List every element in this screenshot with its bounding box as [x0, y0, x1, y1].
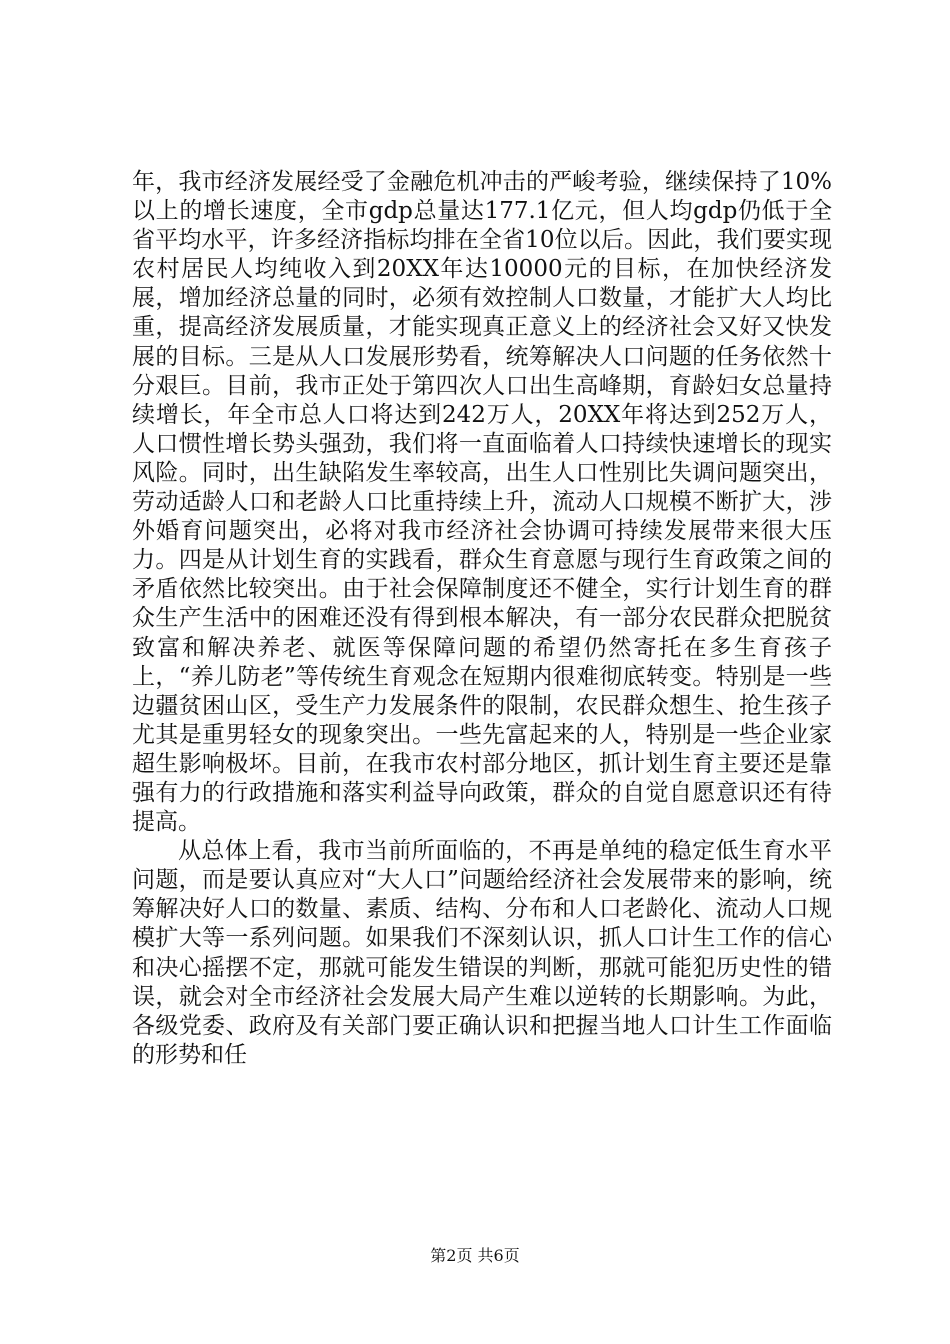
document-body [132, 168, 832, 1070]
page-number-label: 第2页 共6页 [430, 1246, 520, 1265]
page-footer [0, 1243, 950, 1266]
paragraph-1: 年，我市经济发展经受了金融危机冲击的严峻考验，继续保持了10%以上的增长速度，全市gdp总量达177.1亿元，但人均gdp仍低于全省平均水平，许多经济指标均排在全省10位以后。因此，我们要实现农村居民人均纯收入到20XX年达10000元的目标，在加快经济发展，增加经济总量的同时，必须有效控制人口数量，才能扩大人均比重，提高经济发展质量，才能实现真正意义上的经济社会又好又快发展的目标。三是从人口发展形势看，统筹解决人口问题的任务依然十分艰巨。目前，我市正处于第四次人口出生高峰期，育龄妇女总量持续增长，年全市总人口将达到242万人，20XX年将达到252万人，人口惯性增长势头强劲，我们将一直面临着人口持续快速增长的现实风险。同时，出生缺陷发生率较高，出生人口性别比失调问题突出，劳动适龄人口和老龄人口比重持续上升，流动人口规模不断扩大，涉外婚育问题突出，必将对我市经济社会协调可持续发展带来很大压力。四是从计划生育的实践看，群众生育意愿与现行生育政策之间的矛盾依然比较突出。由于社会保障制度还不健全，实行计划生育的群众生产生活中的困难还没有得到根本解决，有一部分农民群众把脱贫致富和解决养老、就医等保障问题的希望仍然寄托在多生育孩子上，“养儿防老”等传统生育观念在短期内很难彻底转变。特别是一些边疆贫困山区，受生产力发展条件的限制，农民群众想生、抢生孩子尤其是重男轻女的现象突出。一些先富起来的人，特别是一些企业家超生影响极坏。目前，在我市农村部分地区，抓计划生育主要还是靠强有力的行政措施和落实利益导向政策，群众的自觉自愿意识还有待提高。 [132, 169, 832, 836]
paragraph-2: 从总体上看，我市当前所面临的，不再是单纯的稳定低生育水平问题，而是要认真应对“大人口”问题给经济社会发展带来的影响，统筹解决好人口的数量、素质、结构、分布和人口老龄化、流动人口规模扩大等一系列问题。如果我们不深刻认识，抓人口计生工作的信心和决心摇摆不定，那就可能发生错误的判断，那就可能犯历史性的错误，就会对全市经济社会发展大局产生难以逆转的长期影响。为此，各级党委、政府及有关部门要正确认识和把握当地人口计生工作面临的形势和任 [132, 838, 832, 1068]
